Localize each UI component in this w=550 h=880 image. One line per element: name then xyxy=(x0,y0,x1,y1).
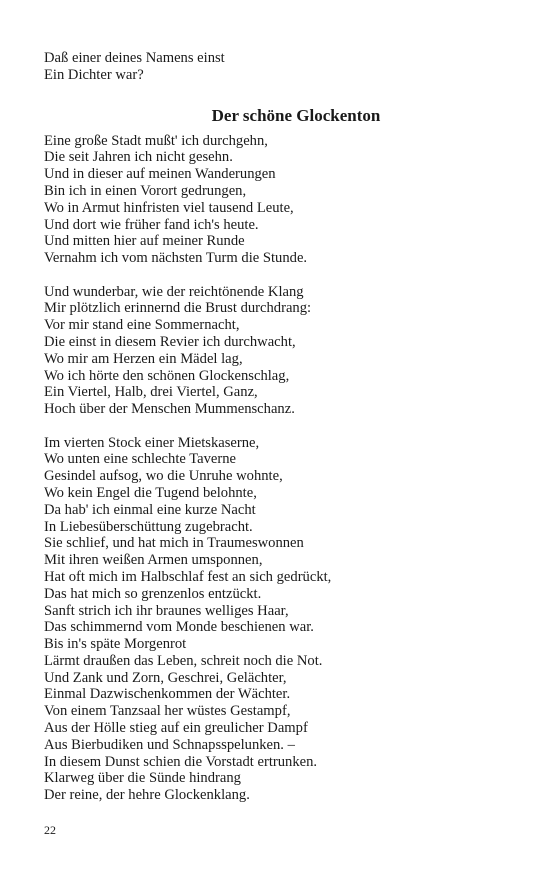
verse-line: Im vierten Stock einer Mietskaserne, xyxy=(44,434,260,451)
verse-line: Da hab' ich einmal eine kurze Nacht xyxy=(44,501,256,518)
verse-line: Mit ihren weißen Armen umsponnen, xyxy=(44,552,263,569)
verse-line: Gesindel aufsog, wo die Unruhe wohnte, xyxy=(44,468,283,485)
verse-line: Sie schlief, und hat mich in Traumeswonnen xyxy=(44,535,304,552)
stanza-divider xyxy=(44,418,514,435)
opening-lines xyxy=(44,50,514,84)
verse-line: Das schimmernd vom Monde beschienen war. xyxy=(44,619,314,636)
verse-line: Wo ich hörte den schönen Glockenschlag, xyxy=(44,367,290,384)
verse-line: Wo kein Engel die Tugend belohnte, xyxy=(44,484,257,501)
stanza-1 xyxy=(44,133,514,267)
verse-line: Und wunderbar, wie der reichtönende Klang xyxy=(44,283,304,300)
verse-line: Einmal Dazwischenkommen der Wächter. xyxy=(44,686,291,703)
verse-line: Die seit Jahren ich nicht gesehn. xyxy=(44,149,233,166)
verse-line: Aus der Hölle stieg auf ein greulicher Dampf xyxy=(44,720,308,737)
page-number: 22 xyxy=(44,823,56,837)
verse-line: Sanft strich ich ihr braunes welliges Haar, xyxy=(44,602,289,619)
verse-line: Und mitten hier auf meiner Runde xyxy=(44,233,245,250)
verse-line: Wo unten eine schlechte Taverne xyxy=(44,451,237,468)
verse-line: In Liebesüberschüttung zugebracht. xyxy=(44,518,253,535)
verse-line: Der reine, der hehre Glockenklang. xyxy=(44,787,250,804)
verse-line: Klarweg über die Sünde hindrang xyxy=(44,770,241,787)
verse-line: Und dort wie früher fand ich's heute. xyxy=(44,216,259,233)
verse-line: In diesem Dunst schien die Vorstadt ertrunken. xyxy=(44,753,318,770)
verse-line: Die einst in diesem Revier ich durchwacht, xyxy=(44,333,296,350)
stanza-3 xyxy=(44,435,514,805)
verse-line: Wo mir am Herzen ein Mädel lag, xyxy=(44,350,243,367)
verse-line: Aus Bierbudiken und Schnapsspelunken. – xyxy=(44,736,295,753)
verse-line: Eine große Stadt mußt' ich durchgehn, xyxy=(44,132,268,149)
book-page xyxy=(44,50,514,804)
verse-line: Hat oft mich im Halbschlaf fest an sich gedrückt, xyxy=(44,568,332,585)
stanza-divider xyxy=(44,267,514,284)
verse-line: Vernahm ich vom nächsten Turm die Stunde. xyxy=(44,250,308,267)
verse-line: Und in dieser auf meinen Wanderungen xyxy=(44,166,276,183)
verse-line: Das hat mich so grenzenlos entzückt. xyxy=(44,585,262,602)
verse-line: Bis in's späte Morgenrot xyxy=(44,636,187,653)
poem-title: Der schöne Glockenton xyxy=(211,105,381,125)
stanza-2 xyxy=(44,284,514,418)
verse-line: Daß einer deines Namens einst xyxy=(44,50,225,66)
verse-line: Und Zank und Zorn, Geschrei, Gelächter, xyxy=(44,669,287,686)
verse-line: Vor mir stand eine Sommernacht, xyxy=(44,317,240,334)
verse-line: Ein Dichter war? xyxy=(44,66,144,83)
verse-line: Von einem Tanzsaal her wüstes Gestampf, xyxy=(44,703,291,720)
verse-line: Mir plötzlich erinnernd die Brust durchdrang: xyxy=(44,300,312,317)
verse-line: Hoch über der Menschen Mummenschanz. xyxy=(44,401,295,418)
verse-line: Ein Viertel, Halb, drei Viertel, Ganz, xyxy=(44,384,258,401)
verse-line: Lärmt draußen das Leben, schreit noch die Not. xyxy=(44,652,323,669)
verse-line: Bin ich in einen Vorort gedrungen, xyxy=(44,182,247,199)
verse-line: Wo in Armut hinfristen viel tausend Leute, xyxy=(44,199,294,216)
